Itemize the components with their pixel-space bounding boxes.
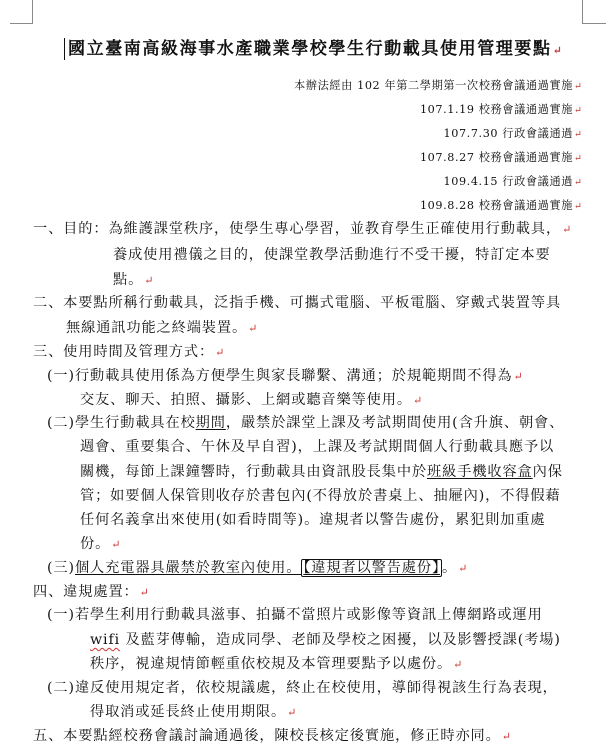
paragraph-mark: ↵ [287,706,297,719]
section-3-item-2-line-2 [80,440,554,454]
section-text: 無線通訊功能之終端裝置。 [66,320,248,336]
crop-mark-top-left-v [32,0,33,24]
paragraph-mark: ↵ [513,370,523,383]
history-note [420,104,582,116]
paragraph-mark: ↵ [412,394,423,407]
section-3-item-1-line-2 [80,393,422,407]
item-text: 週會、重要集合、午休及早自習)，上課及考試期間個人行動載具應予以 [80,439,555,455]
crop-mark-top-right-v [582,0,583,24]
item-text: 行動載具使用係為方便學生與家長聯繫、溝通；於規範期間不得為 [74,368,513,384]
paragraph-mark: ↵ [144,274,154,287]
item-number: (三) [47,560,75,576]
item-text: 交友、聊天、拍照、攝影、上網或聽音樂等使用。 [80,392,412,408]
section-4-heading [33,585,149,599]
item-text: 管；如要個人保管則收存於書包內(不得放於書桌上、抽屜內)，不得假藉 [80,488,561,504]
section-4-item-1-line-1 [47,608,543,622]
item-text: 若學生利用行動載具滋事、拍攝不當照片或影像等資訊上傳網路或運用 [74,607,543,623]
item-text: 違反使用規定者，依校規議處，終止在校使用，導師得視該生行為表現， [74,680,558,696]
paragraph-mark: ↵ [552,44,562,57]
section-4-item-1-line-3 [90,657,462,671]
item-text: 份。 [80,536,111,552]
history-note-text: 109.8.28 校務會議通過實施 [419,199,574,212]
section-2-line-1 [33,296,561,310]
paragraph-mark: ↵ [215,346,225,359]
section-3-item-2-line-6 [80,537,120,551]
item-number: (一) [47,607,75,623]
underlined-text: 個人充電器具嚴禁於教室內使用。 [74,560,302,576]
section-4-item-1-line-2 [90,633,561,647]
section-text: 一、目的：為維護課堂秩序，使學生專心學習，並教育學生正確使用行動載具， [33,221,562,237]
item-text: 內保 [532,464,563,480]
section-4-item-2-line-2 [90,705,296,719]
paragraph-mark: ↵ [139,586,149,599]
section-text: 二、本要點所稱行動載具，泛指手機、可攜式電腦、平板電腦、穿戴式裝置等具 [33,295,562,311]
section-3-item-2-line-1 [47,416,564,430]
crop-mark-top-right-h [582,23,606,24]
section-text: 五、本要點經校務會議討論通過後，陳校長核定後實施，修正時亦同。 [33,728,501,744]
section-1-line-2 [113,248,551,262]
underlined-text: 期間 [195,415,226,431]
paragraph-mark: ↵ [574,105,582,116]
item-text: 得取消或延長終止使用期限。 [90,704,287,720]
paragraph-mark: ↵ [501,730,511,743]
history-note [420,200,582,212]
section-3-item-2-line-3 [80,465,563,479]
history-note-text: 本辦法經由 102 年第二學期第一次校務會議通過實施 [294,79,574,92]
section-2-line-2 [66,321,257,335]
history-note-text: 107.8.27 校務會議通過實施 [419,151,574,164]
item-text: 關機，每節上課鐘響時，行動載具由資訊股長集中於 [80,464,428,480]
section-1-line-1 [33,222,571,236]
underlined-text: 班級手機收容盒 [427,464,533,480]
boxed-text: 【違規者以警告處份】 [303,560,440,576]
paragraph-mark: ↵ [574,177,582,188]
history-note-text: 107.1.19 校務會議通過實施 [419,103,574,116]
section-5-line-1 [33,729,511,743]
item-text: 及藍芽傳輸，造成同學、老師及學校之困擾，以及影響授課(考場) [120,632,561,648]
paragraph-mark: ↵ [111,538,121,551]
section-3-item-1-line-1 [47,369,523,383]
history-note-text: 107.7.30 行政會議通過 [443,127,574,140]
paragraph-mark: ↵ [574,129,582,140]
item-number: (一) [47,368,75,384]
history-note [444,128,582,140]
section-text: 養成使用禮儀之目的，使課堂教學活動進行不受干擾，特訂定本要 [113,247,551,263]
paragraph-mark: ↵ [453,658,463,671]
section-heading: 四、違規處置： [33,584,139,600]
section-4-item-2-line-1 [47,681,558,695]
section-text: 點。 [113,272,144,288]
paragraph-mark: ↵ [458,562,468,575]
paragraph-mark: ↵ [562,223,572,236]
spellcheck-text: wifi [90,632,121,648]
history-note [294,80,582,92]
item-text: 秩序，視違規情節輕重依校規及本管理要點予以處份。 [90,656,453,672]
history-note-text: 109.4.15 行政會議通過 [443,175,574,188]
section-3-item-3 [47,561,467,575]
history-note [444,176,582,188]
section-3-item-2-line-4 [80,489,561,503]
item-text: 任何名義拿出來使用(如看時間等)。違規者以警告處份，累犯則加重處 [80,512,546,528]
section-1-line-3 [113,273,153,287]
paragraph-mark: ↵ [248,322,258,335]
document-title [64,38,562,60]
section-3-item-2-line-5 [80,513,546,527]
item-text: ，嚴禁於課堂上課及考試期間使用(含升旗、朝會、 [225,415,565,431]
item-number: (二) [47,415,75,431]
item-number: (二) [47,680,75,696]
title-text: 國立臺南高級海事水產職業學校學生行動載具使用管理要點 [68,39,552,59]
paragraph-mark: ↵ [574,81,582,92]
item-text: 。 [441,560,458,576]
paragraph-mark: ↵ [574,201,582,212]
crop-mark-top-left-h [10,23,33,24]
section-3-heading [33,345,224,359]
section-heading: 三、使用時間及管理方式： [33,344,215,360]
paragraph-mark: ↵ [574,153,582,164]
history-note [420,152,582,164]
item-text: 學生行動載具在校 [74,415,196,431]
